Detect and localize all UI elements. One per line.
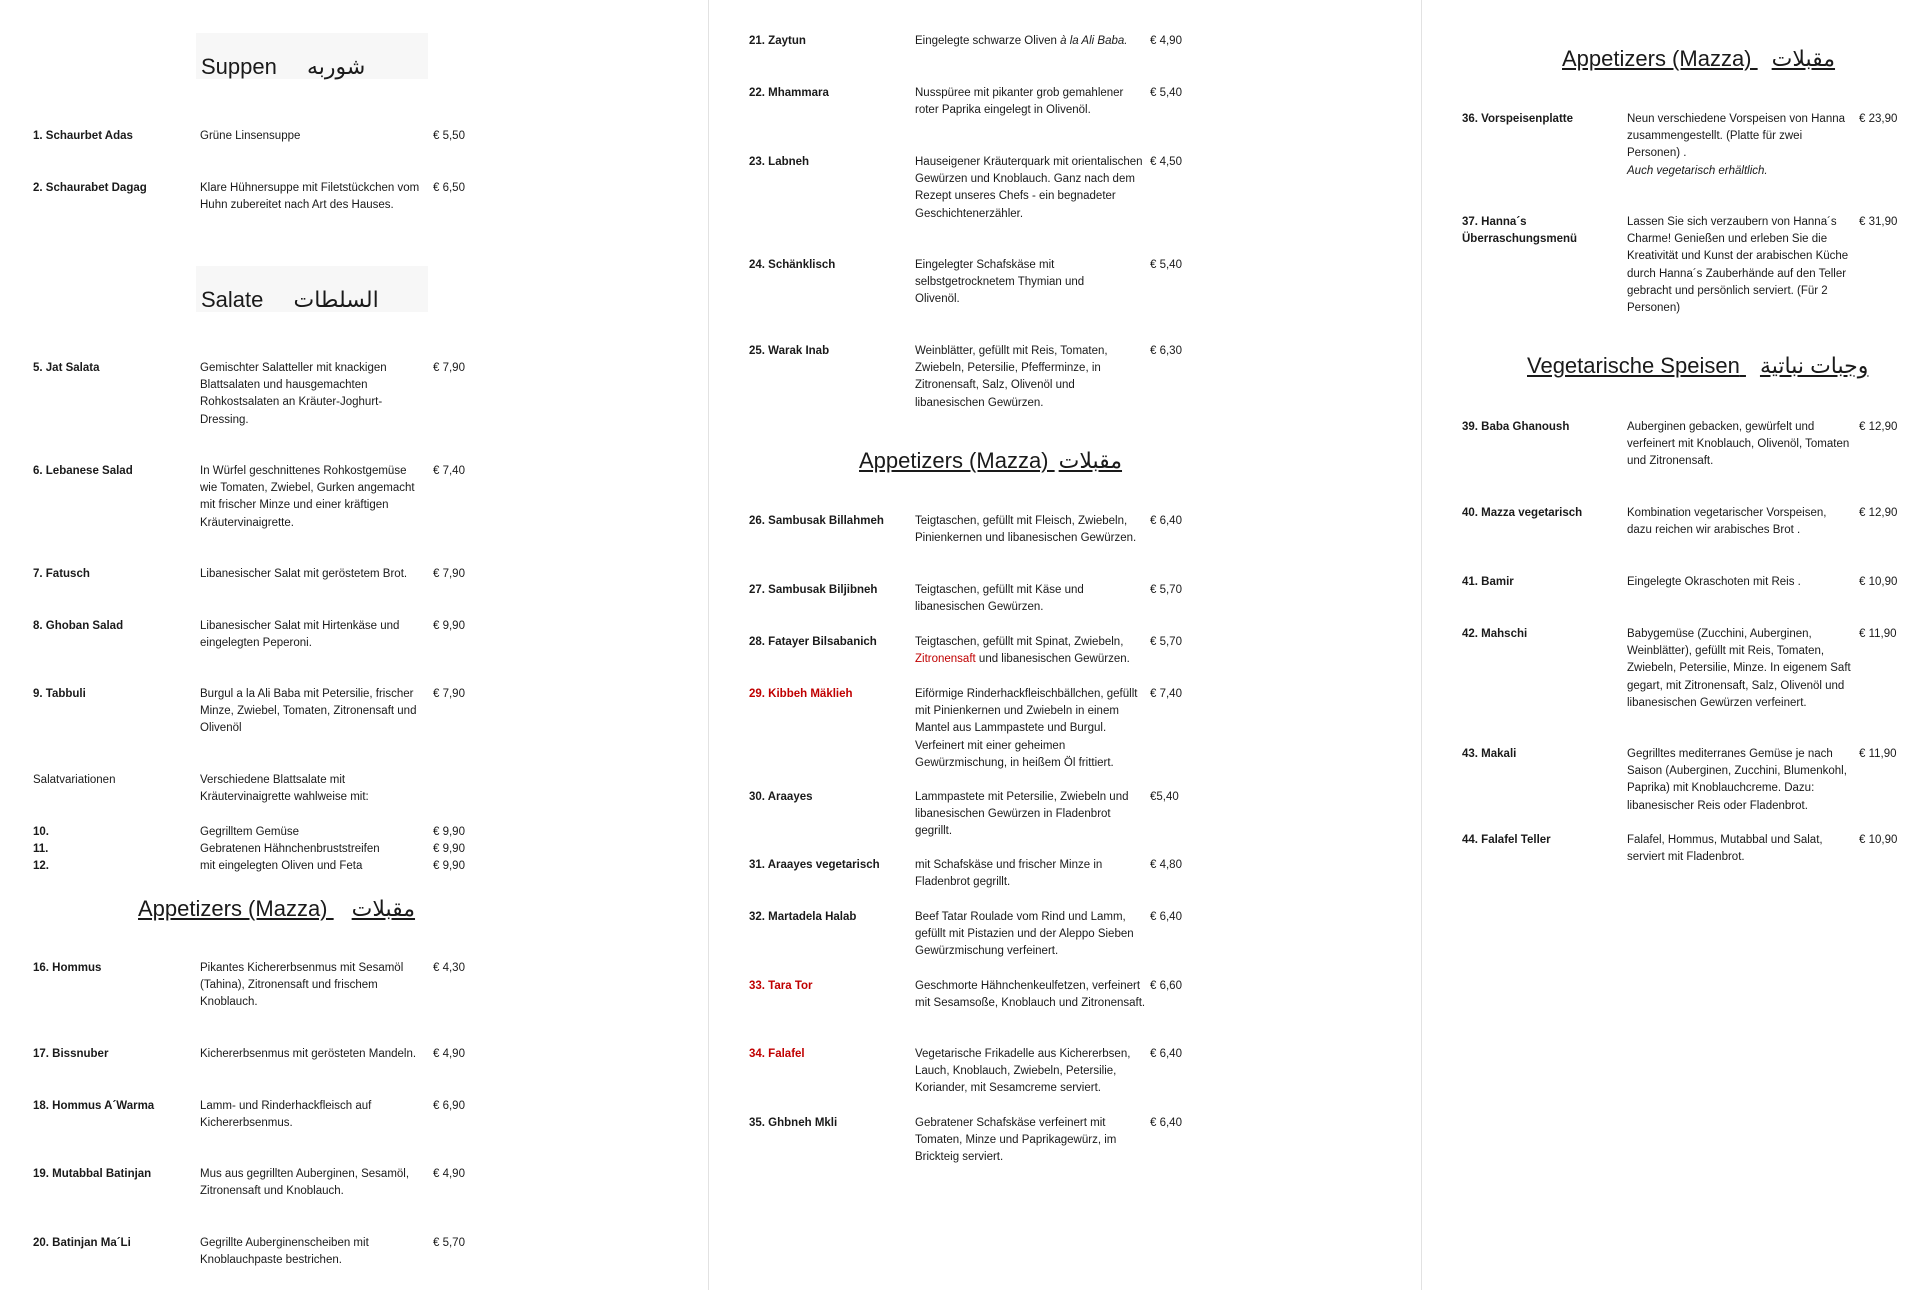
menu-item-name: 29. Kibbeh Mäklieh xyxy=(749,688,853,700)
menu-item-description: Libanesischer Salat mit geröstetem Brot. xyxy=(200,568,408,580)
menu-item-description: Falafel, Hommus, Mutabbal und Salat, serviert mit Fladenbrot. xyxy=(1627,834,1823,864)
menu-item-name: 24. Schänklisch xyxy=(749,259,836,271)
menu-item-name: 22. Mhammara xyxy=(749,87,829,99)
menu-item-name: 1. Schaurbet Adas xyxy=(33,130,133,142)
menu-item-price: € 10,90 xyxy=(1859,576,1898,588)
menu-item-name: 41. Bamir xyxy=(1462,576,1514,588)
section-title-arabic: شوربه xyxy=(306,54,366,79)
menu-item-price: € 5,70 xyxy=(1150,636,1182,648)
menu-item-name: 19. Mutabbal Batinjan xyxy=(33,1168,152,1180)
menu-item-name: 33. Tara Tor xyxy=(749,980,813,992)
menu-item-price: € 4,90 xyxy=(1150,35,1182,47)
menu-item-description-text: und libanesischen Gewürzen. xyxy=(975,653,1130,666)
menu-item-description: Nusspüree mit pikanter grob gemahlener roter Paprika eingelegt in Olivenöl. xyxy=(915,87,1124,117)
menu-item-description: Geschmorte Hähnchenkeulfetzen, verfeinert mit Sesamsoße, Knoblauch und Zitronensaft. xyxy=(915,980,1146,1010)
menu-item-description: Gegrilltes mediterranes Gemüse je nach Saison (Auberginen, Zucchini, Blumenkohl, Paprika) mit Knoblauchcreme. Dazu: libanesischer Reis oder Fladenbrot. xyxy=(1627,748,1847,812)
menu-item-price: € 6,60 xyxy=(1150,980,1182,992)
menu-item-price: € 31,90 xyxy=(1859,216,1898,228)
menu-item-price: €5,40 xyxy=(1150,791,1179,803)
menu-item-price: € 4,30 xyxy=(433,962,465,974)
salad-variation-number: 11. xyxy=(33,843,49,855)
menu-item-description: Hauseigener Kräuterquark mit orientalischen Gewürzen und Knoblauch. Ganz nach dem Rezept unseres Chefs - ein begnadeter Geschichtenerzähler. xyxy=(915,156,1143,220)
menu-item-description xyxy=(915,634,1147,668)
section-title-text: Vegetarische Speisen xyxy=(1527,353,1740,378)
menu-item-description: Burgul a la Ali Baba mit Petersilie, frischer Minze, Zwiebel, Tomaten, Zitronensaft und Olivenöl xyxy=(200,688,417,735)
menu-item-description: Weinblätter, gefüllt mit Reis, Tomaten, Zwiebeln, Petersilie, Pfefferminze, in Zitronensaft, Salz, Olivenöl und libanesischen Gewürzen. xyxy=(915,345,1108,409)
menu-item-name: 26. Sambusak Billahmeh xyxy=(749,515,884,527)
menu-item-description: Eiförmige Rinderhackfleischbällchen, gefüllt mit Pinienkernen und Zwiebeln in einem Mantel aus Lammpastete und Burgul. Verfeinert mit einer geheimen Gewürzmischung, in heißem Öl frittiert. xyxy=(915,688,1138,769)
menu-item-price: € 4,50 xyxy=(1150,156,1182,168)
section-title-appetizers xyxy=(859,448,1122,474)
menu-item-name: 31. Araayes vegetarisch xyxy=(749,859,880,871)
menu-item-price: € 23,90 xyxy=(1859,113,1898,125)
menu-item-name: 5. Jat Salata xyxy=(33,362,100,374)
menu-item-name: 9. Tabbuli xyxy=(33,688,86,700)
menu-item-name: 30. Araayes xyxy=(749,791,813,803)
menu-item-name: 43. Makali xyxy=(1462,748,1517,760)
menu-item-description: In Würfel geschnittenes Rohkostgemüse wie Tomaten, Zwiebel, Gurken angemacht mit frischer Minze und einer kräftigen Kräutervinaigrette. xyxy=(200,465,415,529)
menu-item-price: € 4,80 xyxy=(1150,859,1182,871)
salad-variations-label: Salatvariationen xyxy=(33,774,116,786)
menu-item-name: 32. Martadela Halab xyxy=(749,911,857,923)
menu-item-description-text: Teigtaschen, gefüllt mit Spinat, Zwiebeln, xyxy=(915,636,1124,648)
salad-variation-price: € 9,90 xyxy=(433,843,465,855)
salad-variation-description: Gebratenen Hähnchenbruststreifen xyxy=(200,843,380,855)
menu-item-description xyxy=(915,33,1147,50)
menu-column-2 xyxy=(708,0,1421,1290)
section-title-text: Salate xyxy=(201,287,264,312)
menu-item-description: Lassen Sie sich verzaubern von Hanna´s Charme! Genießen und erleben Sie die Kreativität und Kunst der arabischen Küche durch Hanna´s Zauberhände auf den Teller gebracht und persönlich serviert. (Für 2 Personen) xyxy=(1627,216,1849,315)
menu-item-description: Eingelegte Okraschoten mit Reis . xyxy=(1627,576,1801,588)
menu-item-price: € 6,40 xyxy=(1150,515,1182,527)
menu-item-price: € 10,90 xyxy=(1859,834,1898,846)
menu-item-description: Kombination vegetarischer Vorspeisen, dazu reichen wir arabisches Brot . xyxy=(1627,507,1827,537)
menu-item-name: 39. Baba Ghanoush xyxy=(1462,421,1570,433)
salad-variation-price: € 9,90 xyxy=(433,860,465,872)
menu-item-name: 7. Fatusch xyxy=(33,568,90,580)
menu-item-price: € 5,70 xyxy=(433,1237,465,1249)
menu-item-description: Beef Tatar Roulade vom Rind und Lamm, gefüllt mit Pistazien und der Aleppo Sieben Gewürzmischung verfeinert. xyxy=(915,911,1134,958)
menu-item-description: Teigtaschen, gefüllt mit Käse und libanesischen Gewürzen. xyxy=(915,584,1084,614)
menu-item-name: 2. Schaurabet Dagag xyxy=(33,182,147,194)
menu-item-price: € 6,40 xyxy=(1150,911,1182,923)
menu-item-price: € 7,90 xyxy=(433,362,465,374)
section-title-text: Appetizers (Mazza) xyxy=(1562,46,1752,71)
menu-item-description-italic: Auch vegetarisch erhältlich. xyxy=(1627,164,1768,177)
menu-item-price: € 7,40 xyxy=(433,465,465,477)
menu-item-name: 27. Sambusak Biljibneh xyxy=(749,584,878,596)
menu-item-name: 17. Bissnuber xyxy=(33,1048,109,1060)
menu-item-price: € 5,50 xyxy=(433,130,465,142)
menu-item-price: € 5,40 xyxy=(1150,259,1182,271)
menu-item-description: Auberginen gebacken, gewürfelt und verfeinert mit Knoblauch, Olivenöl, Tomaten und Zitronensaft. xyxy=(1627,421,1850,468)
menu-item-name: 25. Warak Inab xyxy=(749,345,830,357)
menu-item-description: Klare Hühnersuppe mit Filetstückchen vom Huhn zubereitet nach Art des Hauses. xyxy=(200,182,420,212)
menu-item-name: 20. Batinjan Ma´Li xyxy=(33,1237,131,1249)
menu-item-description: Lamm- und Rinderhackfleisch auf Kichererbsenmus. xyxy=(200,1100,372,1130)
menu-item-description: Pikantes Kichererbsenmus mit Sesamöl (Tahina), Zitronensaft und frischem Knoblauch. xyxy=(200,962,404,1009)
menu-item-name: 21. Zaytun xyxy=(749,35,806,47)
menu-item-description xyxy=(1627,111,1855,180)
menu-item-price: € 7,40 xyxy=(1150,688,1182,700)
menu-item-name: 36. Vorspeisenplatte xyxy=(1462,113,1573,125)
salad-variations-description: Verschiedene Blattsalate mit Kräutervinaigrette wahlweise mit: xyxy=(200,774,369,804)
menu-item-name: 16. Hommus xyxy=(33,962,102,974)
menu-item-name: 37. Hanna´s Überraschungsmenü xyxy=(1462,216,1578,246)
menu-item-description: Gebratener Schafskäse verfeinert mit Tomaten, Minze und Paprikagewürz, im Brickteig serviert. xyxy=(915,1117,1117,1164)
menu-item-description-text: Neun verschiedene Vorspeisen von Hanna zusammengestellt. (Platte für zwei Personen) . xyxy=(1627,113,1846,160)
menu-item-name: 35. Ghbneh Mkli xyxy=(749,1117,838,1129)
menu-item-description-italic: à la Ali Baba. xyxy=(1060,35,1128,47)
menu-item-price: € 12,90 xyxy=(1859,507,1898,519)
menu-item-price: € 5,70 xyxy=(1150,584,1182,596)
menu-item-description-highlight: Zitronensaft xyxy=(915,653,976,666)
menu-item-price: € 6,90 xyxy=(433,1100,465,1112)
menu-item-description: Mus aus gegrillten Auberginen, Sesamöl, Zitronensaft und Knoblauch. xyxy=(200,1168,410,1198)
menu-item-description: Babygemüse (Zucchini, Auberginen, Weinblätter), gefüllt mit Reis, Tomaten, Zwiebeln, Petersilie, Minze. In eigenem Saft gegart, mit Zitronensaft, Salz, Olivenöl und libanesischen Gewürzen verfeinert. xyxy=(1627,628,1851,709)
section-title-appetizers xyxy=(1562,46,1835,72)
menu-item-name: 40. Mazza vegetarisch xyxy=(1462,507,1583,519)
menu-item-description: Libanesischer Salat mit Hirtenkäse und eingelegten Peperoni. xyxy=(200,620,400,650)
menu-item-description: Eingelegter Schafskäse mit selbstgetrocknetem Thymian und Olivenöl. xyxy=(915,259,1085,306)
section-title-appetizers xyxy=(138,896,415,922)
section-title-arabic: مقبلات xyxy=(1058,448,1123,473)
menu-column-1 xyxy=(0,0,705,1290)
section-title-vegetarian xyxy=(1527,353,1868,379)
menu-item-description: Kichererbsenmus mit gerösteten Mandeln. xyxy=(200,1048,417,1060)
section-title-arabic: مقبلات xyxy=(351,896,416,921)
menu-item-description: Gemischter Salatteller mit knackigen Blattsalaten und hausgemachten Rohkostsalaten an Kräuter-Joghurt-Dressing. xyxy=(200,362,387,426)
section-title-text: Appetizers (Mazza) xyxy=(859,448,1049,473)
menu-item-price: € 4,90 xyxy=(433,1048,465,1060)
salad-variation-number: 10. xyxy=(33,826,49,838)
section-title-arabic: السلطات xyxy=(293,287,379,312)
menu-item-description-text: Eingelegte schwarze Oliven xyxy=(915,35,1057,47)
salad-variation-number: 12. xyxy=(33,860,49,872)
salad-variation-description: Gegrilltem Gemüse xyxy=(200,826,300,838)
menu-item-price: € 6,50 xyxy=(433,182,465,194)
menu-item-price: € 11,90 xyxy=(1859,628,1897,640)
menu-item-description: Grüne Linsensuppe xyxy=(200,130,301,142)
menu-item-price: € 7,90 xyxy=(433,688,465,700)
section-title-arabic: مقبلات xyxy=(1771,46,1836,71)
section-title-text: Suppen xyxy=(201,54,277,79)
salad-variation-price: € 9,90 xyxy=(433,826,465,838)
menu-item-price: € 6,40 xyxy=(1150,1048,1182,1060)
menu-item-name: 28. Fatayer Bilsabanich xyxy=(749,636,877,648)
section-title-suppen xyxy=(201,54,365,80)
menu-item-description: Gegrillte Auberginenscheiben mit Knoblauchpaste bestrichen. xyxy=(200,1237,369,1267)
menu-item-name: 18. Hommus A´Warma xyxy=(33,1100,155,1112)
menu-item-price: € 9,90 xyxy=(433,620,465,632)
menu-item-description: Teigtaschen, gefüllt mit Fleisch, Zwiebeln, Pinienkernen und libanesischen Gewürzen. xyxy=(915,515,1137,545)
menu-item-description: mit Schafskäse und frischer Minze in Fladenbrot gegrillt. xyxy=(915,859,1103,889)
menu-item-name: 42. Mahschi xyxy=(1462,628,1528,640)
menu-item-name: 8. Ghoban Salad xyxy=(33,620,124,632)
section-title-salate xyxy=(201,287,379,313)
salad-variation-description: mit eingelegten Oliven und Feta xyxy=(200,860,363,872)
menu-item-description: Vegetarische Frikadelle aus Kichererbsen, Lauch, Knoblauch, Zwiebeln, Petersilie, Koriander, mit Sesamcreme serviert. xyxy=(915,1048,1131,1095)
menu-item-price: € 6,40 xyxy=(1150,1117,1182,1129)
menu-item-price: € 5,40 xyxy=(1150,87,1182,99)
menu-column-3 xyxy=(1421,0,1921,1290)
section-title-text: Appetizers (Mazza) xyxy=(138,896,328,921)
menu-item-description: Lammpastete mit Petersilie, Zwiebeln und libanesischen Gewürzen in Fladenbrot gegrillt. xyxy=(915,791,1129,838)
menu-item-name: 23. Labneh xyxy=(749,156,810,168)
section-title-arabic: وجبات نباتية xyxy=(1759,353,1869,378)
menu-item-price: € 4,90 xyxy=(433,1168,465,1180)
menu-item-price: € 6,30 xyxy=(1150,345,1182,357)
menu-item-price: € 12,90 xyxy=(1859,421,1898,433)
menu-item-name: 44. Falafel Teller xyxy=(1462,834,1551,846)
menu-item-price: € 7,90 xyxy=(433,568,465,580)
menu-item-name: 34. Falafel xyxy=(749,1048,805,1060)
menu-item-price: € 11,90 xyxy=(1859,748,1897,760)
menu-item-name: 6. Lebanese Salad xyxy=(33,465,133,477)
